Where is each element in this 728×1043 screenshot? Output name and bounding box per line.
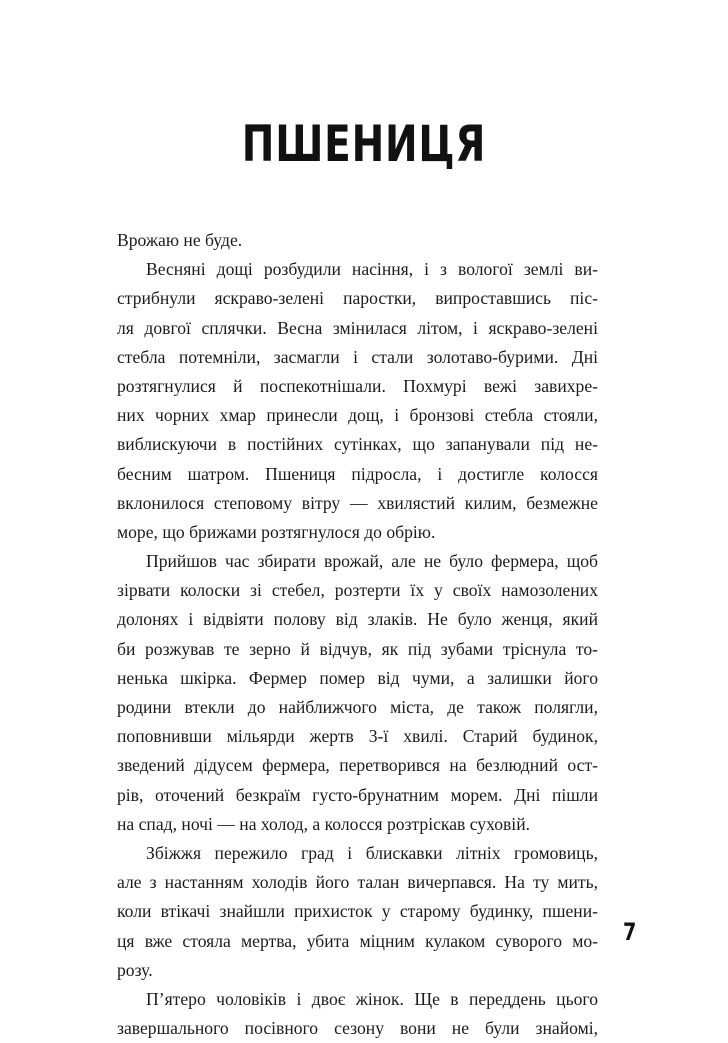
text-line: Врожаю не буде. — [117, 230, 243, 250]
text-line: розтягнулися й поспекотнішали. Похмурі вежі завихре- — [117, 375, 598, 396]
text-line: на спад, ночі — на холод, а колосся розтріскав суховій. — [117, 813, 531, 834]
text-line: стрибнули яскраво-зелені паростки, випроставшись піс- — [117, 288, 598, 309]
chapter-title: ПШЕНИЦЯ — [241, 115, 487, 173]
text-line: П’ятеро чоловіків і двоє жінок. Ще в переддень цього — [146, 988, 598, 1009]
text-line: ля довгої сплячки. Весна змінилася літом, і яскраво-зелені — [117, 317, 598, 338]
text-line: Збіжжя пережило град і блискавки літніх громовиць, — [146, 842, 598, 863]
text-line: вклонилося степовому вітру — хвилястий килим, безмежне — [117, 492, 598, 513]
text-line: рів, оточений безкраїм густо-брунатним морем. Дні пішли — [117, 784, 598, 805]
text-line: бесним шатром. Пшениця підросла, і достигле колосся — [117, 463, 598, 484]
text-line: виблискуючи в постійних сутінках, що запанували під не- — [117, 434, 598, 455]
text-line: Прийшов час збирати врожай, але не було фермера, щоб — [146, 551, 598, 572]
text-line: зірвати колоски зі стебел, розтерти їх у своїх намозолених — [117, 580, 598, 601]
text-line: але з настанням холодів його талан вичерпався. На ту мить, — [117, 872, 598, 893]
body-text — [117, 226, 598, 1043]
text-line: долонях і відвіяти полову від злаків. Не було женця, який — [117, 609, 598, 630]
text-line: коли втікачі знайшли прихисток у старому будинку, пшени- — [117, 901, 598, 922]
text-line: родини втекли до найближчого міста, де також полягли, — [117, 697, 598, 717]
text-line: зведений дідусем фермера, перетворився на безлюдний ост- — [117, 755, 598, 776]
text-line: них чорних хмар принесли дощ, і бронзові стебла стояли, — [117, 405, 598, 426]
text-line: Весняні дощі розбудили насіння, і з вологої землі ви- — [146, 259, 598, 280]
text-line: стебла потемніли, засмагли і стали золотаво-бурими. Дні — [117, 346, 598, 367]
text-line: море, що брижами розтягнулося до обрію. — [117, 521, 436, 542]
text-line: би розжував те зерно й відчув, як під зубами тріснула то- — [117, 638, 598, 659]
text-line: розу. — [117, 959, 153, 980]
text-line: завершального посівного сезону вони не були знайомі, — [117, 1018, 598, 1039]
page-number: 7 — [623, 918, 637, 946]
text-line: ненька шкірка. Фермер помер від чуми, а залишки його — [117, 667, 598, 688]
text-line: поповнивши мільярди жертв 3-ї хвилі. Старий будинок, — [117, 726, 598, 747]
text-line: ця вже стояла мертва, убита міцним кулаком суворого мо- — [117, 930, 598, 951]
